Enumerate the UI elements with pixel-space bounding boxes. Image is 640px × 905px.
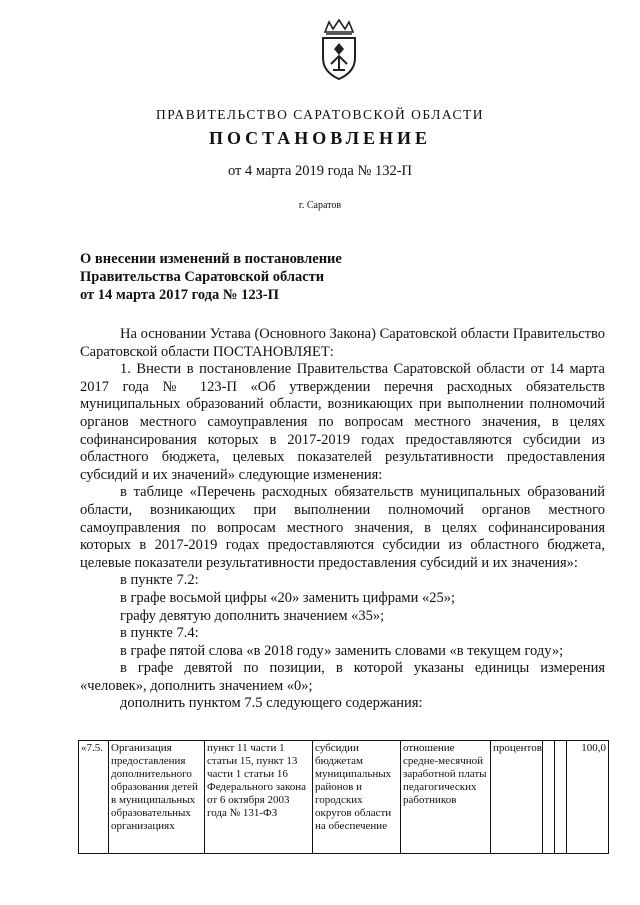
- document-city: г. Саратов: [298, 200, 342, 211]
- paragraph: в графе восьмой цифры «20» заменить цифрами «25»;: [120, 589, 455, 606]
- table-cell: [543, 741, 555, 854]
- paragraph: в графе пятой слова «в 2018 году» заменить словами «в текущем году»;: [120, 642, 564, 659]
- paragraph: дополнить пунктом 7.5 следующего содержания:: [120, 695, 423, 712]
- government-name: ПРАВИТЕЛЬСТВО САРАТОВСКОЙ ОБЛАСТИ: [156, 107, 484, 122]
- subject-line: О внесении изменений в постановление: [80, 251, 342, 267]
- amendment-table: [78, 740, 609, 854]
- paragraph: в пункте 7.4:: [120, 625, 199, 642]
- subject-line: Правительства Саратовской области: [80, 269, 325, 285]
- paragraph: в таблице «Перечень расходных обязательств муниципальных образований области, возникающих при выполнении полномочий органов местного самоуправления по вопросам местного значения, в целях софинансирования которых в 2017-2019 годах предоставляются субсидии из областного бюджета, целевые показатели результативности предоставления субсидий и их значения»:: [80, 484, 605, 571]
- table-cell: субсидии бюджетам муниципальных районов и городских округов области на обеспечение: [313, 741, 401, 854]
- paragraph: На основании Устава (Основного Закона) Саратовской области Правительство Саратовской области ПОСТАНОВЛЯЕТ:: [80, 326, 605, 360]
- document-type: ПОСТАНОВЛЕНИЕ: [208, 128, 432, 148]
- document-date-number: от 4 марта 2019 года № 132-П: [227, 163, 413, 179]
- table-cell: 100,0: [567, 741, 609, 854]
- document-body: [80, 326, 605, 713]
- paragraph: графу девятую дополнить значением «35»;: [120, 607, 385, 624]
- table-cell: процентов: [491, 741, 543, 854]
- table-row: [79, 741, 609, 854]
- table-cell: пункт 11 части 1 статьи 15, пункт 13 части 1 статьи 16 Федерального закона от 6 октября 2003 года № 131-ФЗ: [205, 741, 313, 854]
- document-subject: [80, 250, 480, 304]
- table-cell: [555, 741, 567, 854]
- subject-line: от 14 марта 2017 года № 123-П: [80, 287, 279, 303]
- table-cell: отношение средне-месячной заработной платы педагогических работников: [401, 741, 491, 854]
- paragraph: в пункте 7.2:: [120, 572, 199, 589]
- table-cell: Организация предоставления дополнительного образования детей в муниципальных образовательных организациях: [109, 741, 205, 854]
- paragraph: 1. Внести в постановление Правительства Саратовской области от 14 марта 2017 года № 123-П «Об утверждении перечня расходных обязательств муниципальных образований области, возникающих при выполнении полномочий органов местного самоуправления по вопросам местного значения, в целях софинансирования которых в 2017-2019 годах предоставляются субсидии из областного бюджета, целевых показателей результативности предоставления субсидий и их значений» следующие изменения:: [80, 361, 605, 483]
- table-cell: «7.5.: [79, 741, 109, 854]
- saratov-coat-of-arms-icon: [315, 18, 363, 82]
- paragraph: в графе девятой по позиции, в которой указаны единицы измерения «человек», дополнить значением «0»;: [80, 660, 605, 694]
